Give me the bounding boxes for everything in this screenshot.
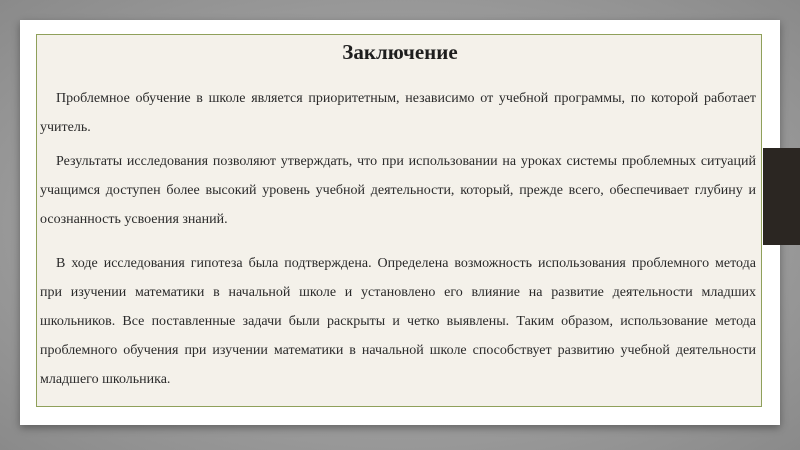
paragraph-2: Результаты исследования позволяют утверждать, что при использовании на уроках системы проблемных ситуаций учащимся доступен более высокий уровень учебной деятельности, который, прежде всего, обеспечивает глубину и осознанность усвоения знаний.	[40, 154, 756, 227]
accent-bar	[763, 148, 800, 245]
paragraph-3: В ходе исследования гипотеза была подтверждена. Определена возможность использования проблемного метода при изучении математики в начальной школе и установлено его влияние на развитие деятельности младших школьников. Все поставленные задачи были раскрыты и четко выявлены. Таким образом, использование метода проблемного обучения при изучении математики в начальной школе способствует развитию учебной деятельности младшего школьника.	[40, 256, 756, 387]
paragraph-1: Проблемное обучение в школе является приоритетным, независимо от учебной программы, по которой работает учитель.	[40, 91, 756, 135]
slide-title: Заключение	[342, 40, 458, 64]
